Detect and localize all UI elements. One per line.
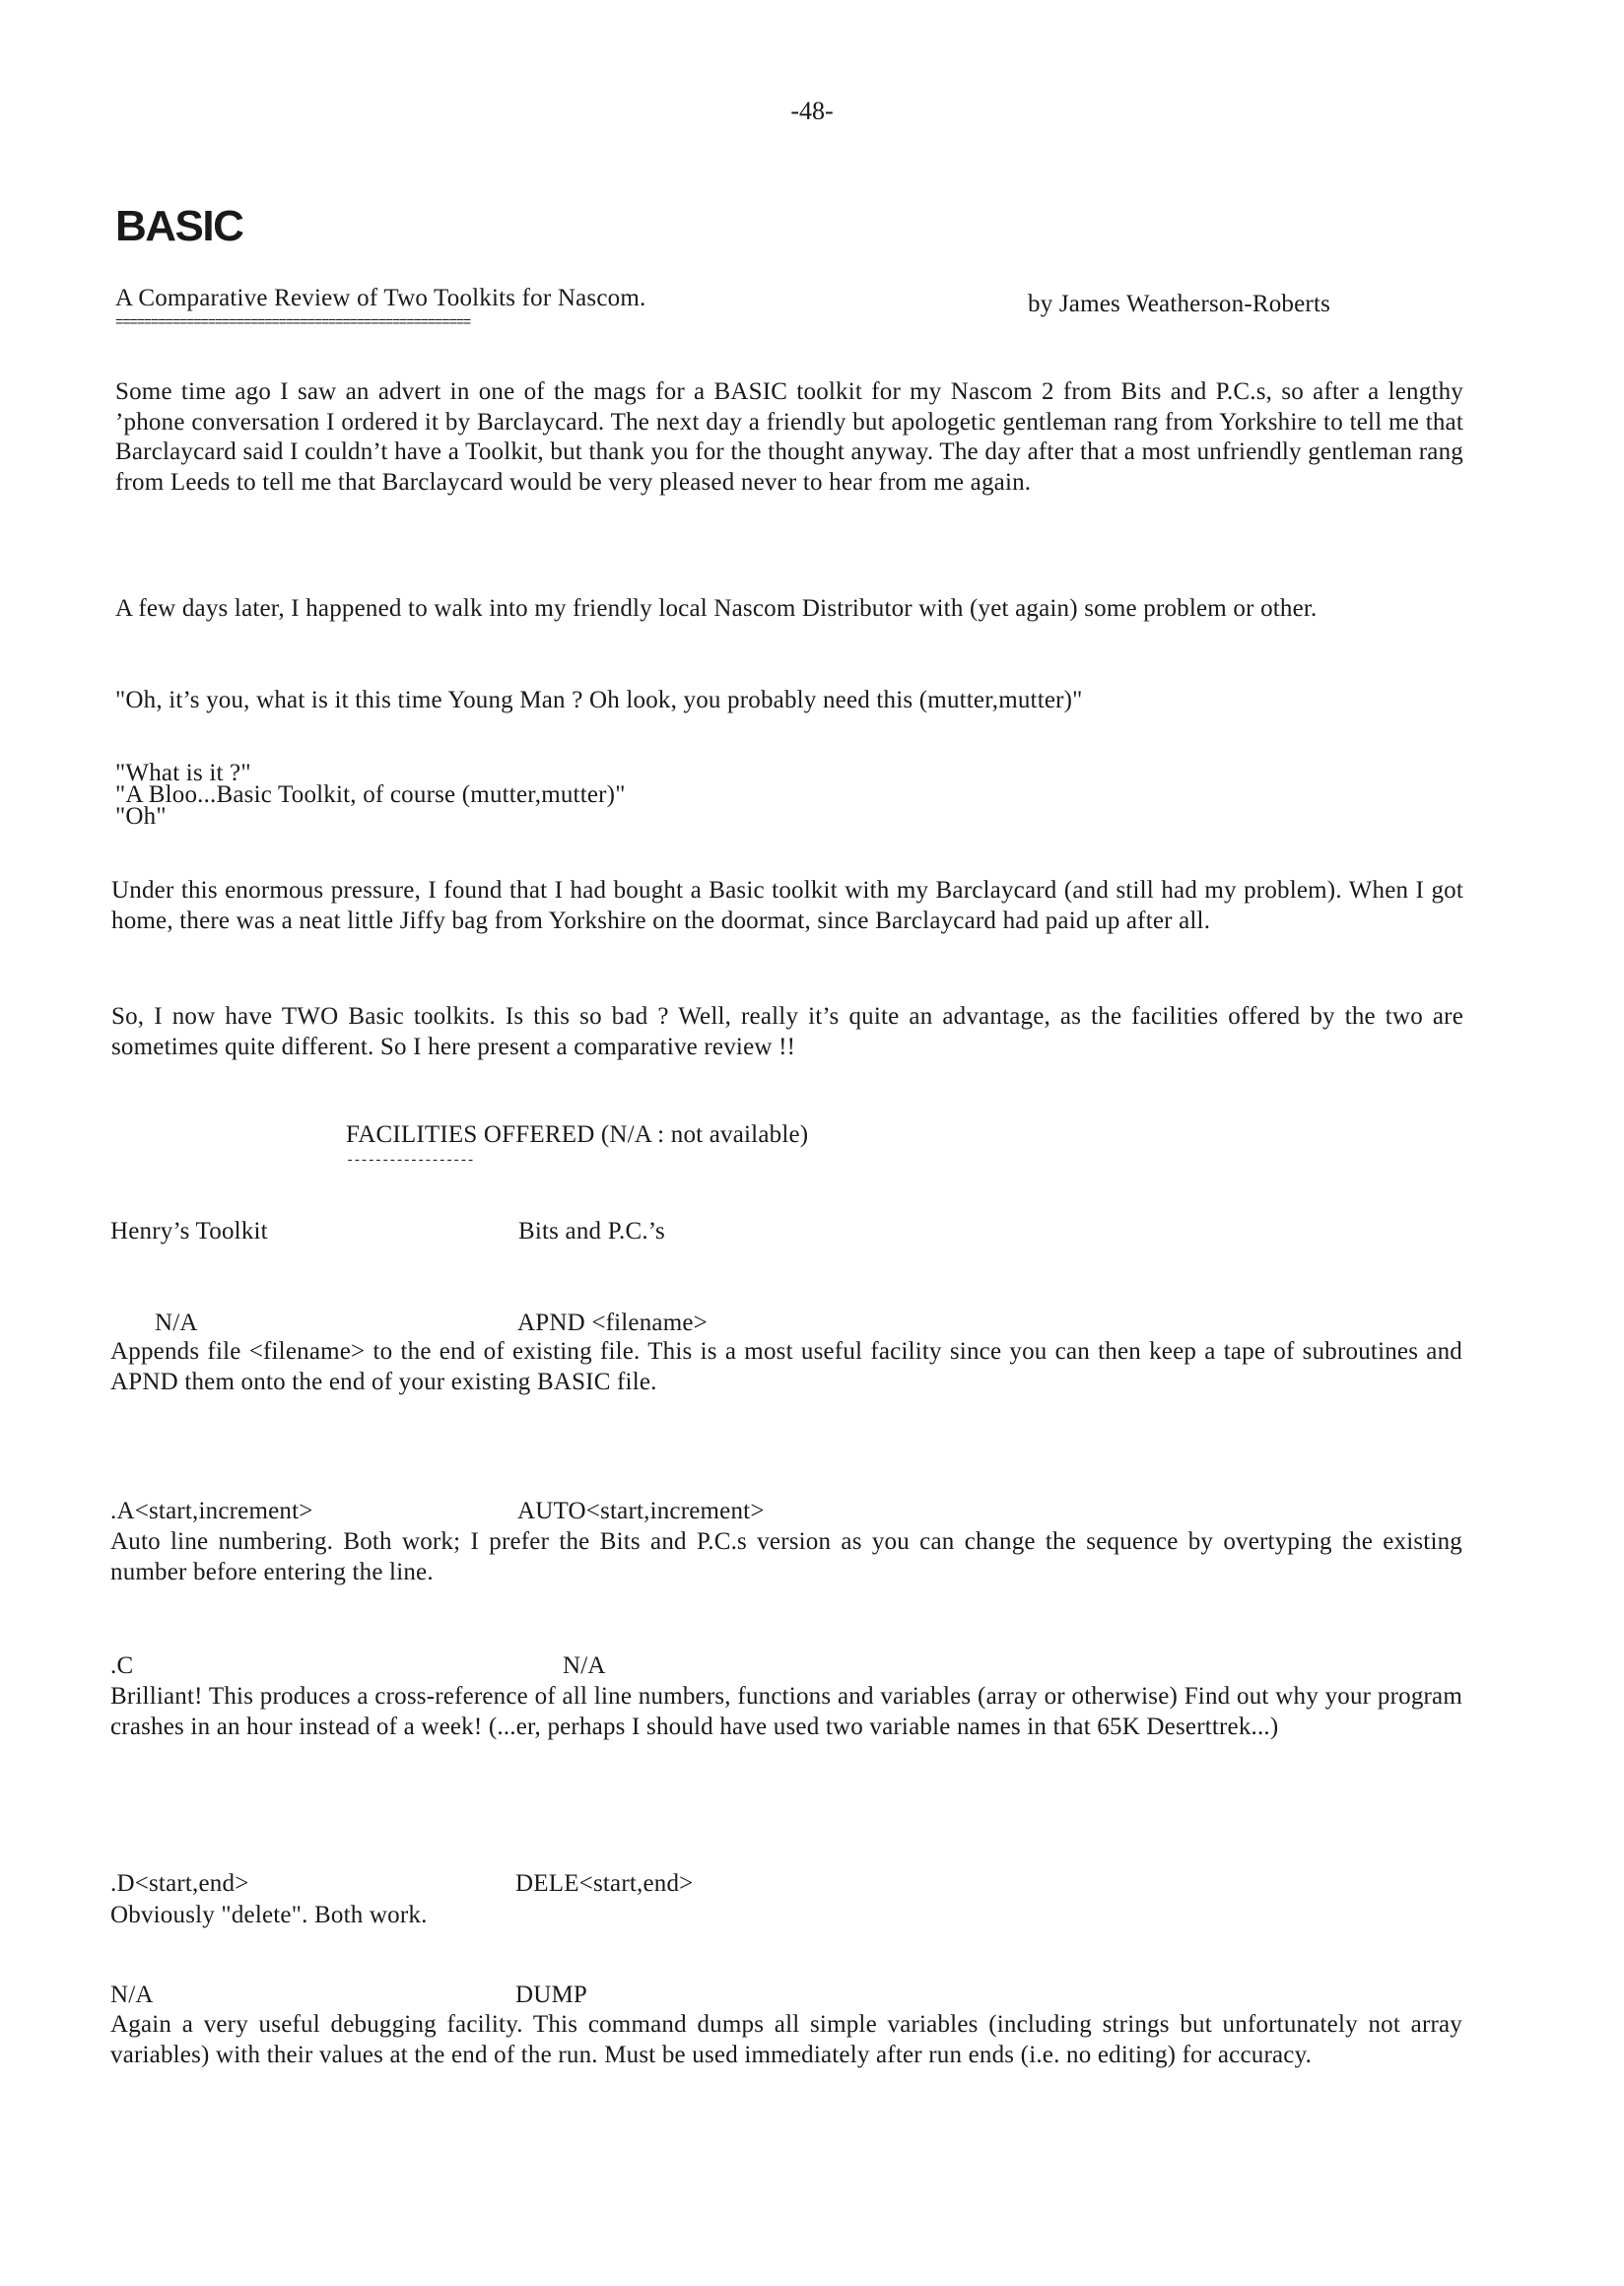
entry-4-henry: .D<start,end> <box>110 1870 249 1897</box>
entry-5-henry: N/A <box>110 1982 154 2008</box>
entry-3-description: Brilliant! This produces a cross-reference of all line numbers, functions and variables (array or otherwise) Find out why your program crashes in an hour instead of a week! (...er, perhaps I should have used two variable names in that 65K Deserttrek...) <box>110 1683 1462 1740</box>
entry-2-description: Auto line numbering. Both work; I prefer the Bits and P.C.s version as you can change the sequence by overtyping the existing number before entering the line. <box>110 1528 1462 1585</box>
article-byline: by James Weatherson-Roberts <box>1028 291 1331 317</box>
entry-1-henry: N/A <box>155 1310 198 1336</box>
dialogue-line-2: "What is it ?" <box>115 760 251 786</box>
intro-paragraph-1: Some time ago I saw an advert in one of the mags for a BASIC toolkit for my Nascom 2 from Bits and P.C.s, so after a lengthy ’phone conversation I ordered it by Barclaycard. The next day a friendly but apologetic gentleman rang from Yorkshire to tell me that Barclaycard said I couldn’t have a Toolkit, but thank you for the thought anyway. The day after that a most unfriendly gentleman rang from Leeds to tell me that Barclaycard would be very pleased never to hear from me again. <box>115 378 1463 496</box>
article-title: A Comparative Review of Two Toolkits for Nascom. <box>115 285 646 311</box>
entry-4-description: Obviously "delete". Both work. <box>110 1902 428 1928</box>
facilities-heading-underline: ------------------ <box>346 1153 474 1169</box>
title-underline: ================================================== <box>115 315 471 331</box>
later-paragraph-1: Under this enormous pressure, I found that I had bought a Basic toolkit with my Barclaycard (and still had my problem). When I got home, there was a neat little Jiffy bag from Yorkshire on the doormat, since Barclaycard had paid up after all. <box>111 877 1463 934</box>
entry-1-bits: APND <filename> <box>517 1310 708 1336</box>
entry-5-description: Again a very useful debugging facility. This command dumps all simple variables (including strings but unfortunately not array variables) with their values at the end of the run. Must be used immediately after run ends (i.e. no editing) for accuracy. <box>110 2011 1462 2068</box>
dialogue-line-3: "A Bloo...Basic Toolkit, of course (mutter,mutter)" <box>115 781 626 808</box>
column-header-henry: Henry’s Toolkit <box>110 1218 268 1244</box>
page-number: -48- <box>790 97 834 125</box>
entry-3-bits: N/A <box>563 1652 606 1679</box>
column-header-bits: Bits and P.C.’s <box>518 1218 665 1244</box>
entry-2-henry: .A<start,increment> <box>110 1498 313 1524</box>
dialogue-line-1: "Oh, it’s you, what is it this time Young Man ? Oh look, you probably need this (mutter,mutter)" <box>115 687 1083 713</box>
entry-2-bits: AUTO<start,increment> <box>517 1498 765 1524</box>
intro-paragraph-2: A few days later, I happened to walk into my friendly local Nascom Distributor with (yet again) some problem or other. <box>115 595 1318 622</box>
facilities-heading: FACILITIES OFFERED (N/A : not available) <box>346 1121 809 1148</box>
entry-5-bits: DUMP <box>515 1982 588 2008</box>
section-heading: BASIC <box>115 202 243 250</box>
entry-4-bits: DELE<start,end> <box>515 1870 694 1897</box>
later-paragraph-2: So, I now have TWO Basic toolkits. Is this so bad ? Well, really it’s quite an advantage, as the facilities offered by the two are sometimes quite different. So I here present a comparative review !! <box>111 1003 1463 1060</box>
dialogue-line-4: "Oh" <box>115 803 167 830</box>
entry-3-henry: .C <box>110 1652 134 1679</box>
entry-1-description: Appends file <filename> to the end of existing file. This is a most useful facility since you can then keep a tape of subroutines and APND them onto the end of your existing BASIC file. <box>110 1338 1462 1395</box>
